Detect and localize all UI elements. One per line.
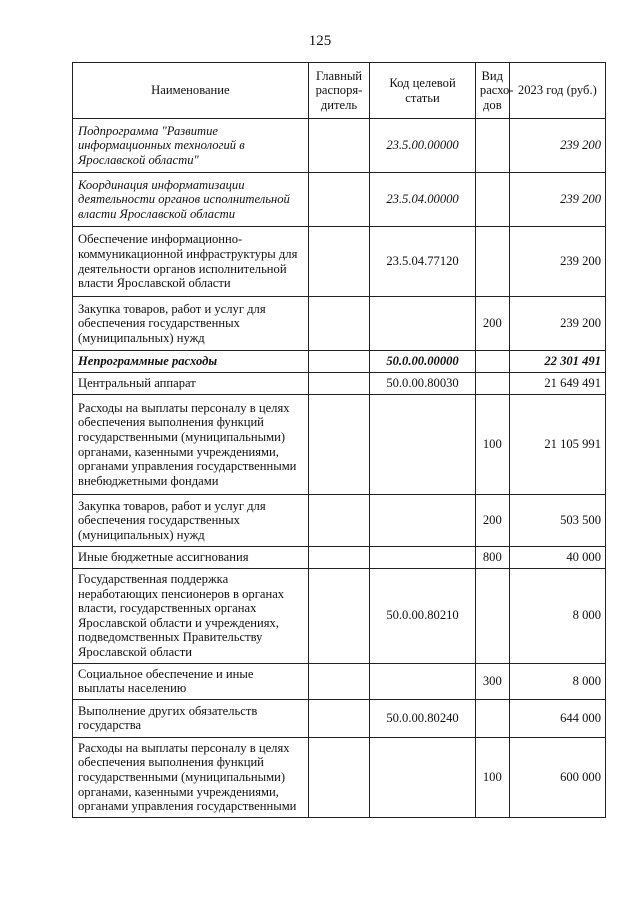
row-vid-cell bbox=[475, 373, 509, 395]
row-grbs-cell bbox=[308, 737, 369, 817]
row-sum-cell: 21 105 991 bbox=[509, 395, 605, 495]
header-code: Код целевой статьи bbox=[370, 63, 476, 119]
table-row bbox=[73, 119, 606, 173]
table-header-row bbox=[73, 63, 606, 119]
row-sum-cell: 644 000 bbox=[509, 699, 605, 737]
row-name-cell: Непрограммные расходы bbox=[73, 351, 309, 373]
row-code-cell bbox=[370, 297, 476, 351]
row-code-cell: 23.5.00.00000 bbox=[370, 119, 476, 173]
row-code-cell bbox=[370, 737, 476, 817]
row-name-cell: Государственная поддержка неработающих пенсионеров в органах власти, государственных органах Ярославской области и учреждениях, подведомственных Правительству Ярославской области bbox=[73, 569, 309, 664]
row-code-cell: 50.0.00.80240 bbox=[370, 699, 476, 737]
table-row bbox=[73, 569, 606, 664]
row-sum-cell: 239 200 bbox=[509, 173, 605, 227]
row-grbs-cell bbox=[308, 297, 369, 351]
row-name-cell: Иные бюджетные ассигнования bbox=[73, 547, 309, 569]
table-row bbox=[73, 173, 606, 227]
row-grbs-cell bbox=[308, 495, 369, 547]
row-grbs-cell bbox=[308, 173, 369, 227]
header-grbs: Главный распоря-дитель bbox=[308, 63, 369, 119]
row-sum-cell: 600 000 bbox=[509, 737, 605, 817]
row-vid-cell bbox=[475, 351, 509, 373]
table-row bbox=[73, 663, 606, 699]
row-grbs-cell bbox=[308, 351, 369, 373]
row-grbs-cell bbox=[308, 547, 369, 569]
row-vid-cell bbox=[475, 173, 509, 227]
header-vid: Вид расхо-дов bbox=[475, 63, 509, 119]
row-name-cell: Расходы на выплаты персоналу в целях обеспечения выполнения функций государственными (муниципальными) органами, казенными учреждениями, органами управления государственными bbox=[73, 737, 309, 817]
row-sum-cell: 239 200 bbox=[509, 119, 605, 173]
row-code-cell: 23.5.04.00000 bbox=[370, 173, 476, 227]
row-name-cell: Социальное обеспечение и иные выплаты населению bbox=[73, 663, 309, 699]
row-name-cell: Центральный аппарат bbox=[73, 373, 309, 395]
row-vid-cell: 100 bbox=[475, 737, 509, 817]
table-row bbox=[73, 395, 606, 495]
table-row bbox=[73, 547, 606, 569]
row-vid-cell bbox=[475, 699, 509, 737]
table-row bbox=[73, 297, 606, 351]
row-grbs-cell bbox=[308, 663, 369, 699]
row-sum-cell: 239 200 bbox=[509, 297, 605, 351]
row-vid-cell: 100 bbox=[475, 395, 509, 495]
row-grbs-cell bbox=[308, 227, 369, 297]
budget-table bbox=[72, 62, 606, 818]
table-row bbox=[73, 373, 606, 395]
row-sum-cell: 8 000 bbox=[509, 663, 605, 699]
row-name-cell: Расходы на выплаты персоналу в целях обеспечения выполнения функций государственными (муниципальными) органами, казенными учреждениями, органами управления государственными внебюджетными фондами bbox=[73, 395, 309, 495]
table-row bbox=[73, 495, 606, 547]
row-sum-cell: 503 500 bbox=[509, 495, 605, 547]
row-grbs-cell bbox=[308, 569, 369, 664]
row-name-cell: Выполнение других обязательств государства bbox=[73, 699, 309, 737]
row-grbs-cell bbox=[308, 119, 369, 173]
table-body bbox=[73, 119, 606, 818]
page-number: 125 bbox=[308, 33, 332, 49]
table-row bbox=[73, 737, 606, 817]
table-row bbox=[73, 699, 606, 737]
row-sum-cell: 40 000 bbox=[509, 547, 605, 569]
header-sum: 2023 год (руб.) bbox=[509, 63, 605, 119]
row-code-cell bbox=[370, 495, 476, 547]
row-grbs-cell bbox=[308, 373, 369, 395]
row-code-cell bbox=[370, 547, 476, 569]
row-sum-cell: 22 301 491 bbox=[509, 351, 605, 373]
row-vid-cell bbox=[475, 119, 509, 173]
table-row bbox=[73, 351, 606, 373]
row-name-cell: Закупка товаров, работ и услуг для обеспечения государственных (муниципальных) нужд bbox=[73, 495, 309, 547]
row-code-cell bbox=[370, 663, 476, 699]
row-vid-cell bbox=[475, 569, 509, 664]
row-sum-cell: 8 000 bbox=[509, 569, 605, 664]
row-name-cell: Подпрограмма "Развитие информационных технологий в Ярославской области" bbox=[73, 119, 309, 173]
row-grbs-cell bbox=[308, 699, 369, 737]
header-name: Наименование bbox=[73, 63, 309, 119]
row-vid-cell: 200 bbox=[475, 495, 509, 547]
table-row bbox=[73, 227, 606, 297]
row-code-cell bbox=[370, 395, 476, 495]
row-name-cell: Обеспечение информационно-коммуникационной инфраструктуры для деятельности органов исполнительной власти Ярославской области bbox=[73, 227, 309, 297]
row-vid-cell: 200 bbox=[475, 297, 509, 351]
row-vid-cell: 800 bbox=[475, 547, 509, 569]
row-sum-cell: 21 649 491 bbox=[509, 373, 605, 395]
row-code-cell: 50.0.00.80030 bbox=[370, 373, 476, 395]
row-name-cell: Закупка товаров, работ и услуг для обеспечения государственных (муниципальных) нужд bbox=[73, 297, 309, 351]
row-vid-cell: 300 bbox=[475, 663, 509, 699]
row-name-cell: Координация информатизации деятельности органов исполнительной власти Ярославской области bbox=[73, 173, 309, 227]
row-grbs-cell bbox=[308, 395, 369, 495]
row-vid-cell bbox=[475, 227, 509, 297]
row-sum-cell: 239 200 bbox=[509, 227, 605, 297]
row-code-cell: 50.0.00.80210 bbox=[370, 569, 476, 664]
row-code-cell: 23.5.04.77120 bbox=[370, 227, 476, 297]
row-code-cell: 50.0.00.00000 bbox=[370, 351, 476, 373]
